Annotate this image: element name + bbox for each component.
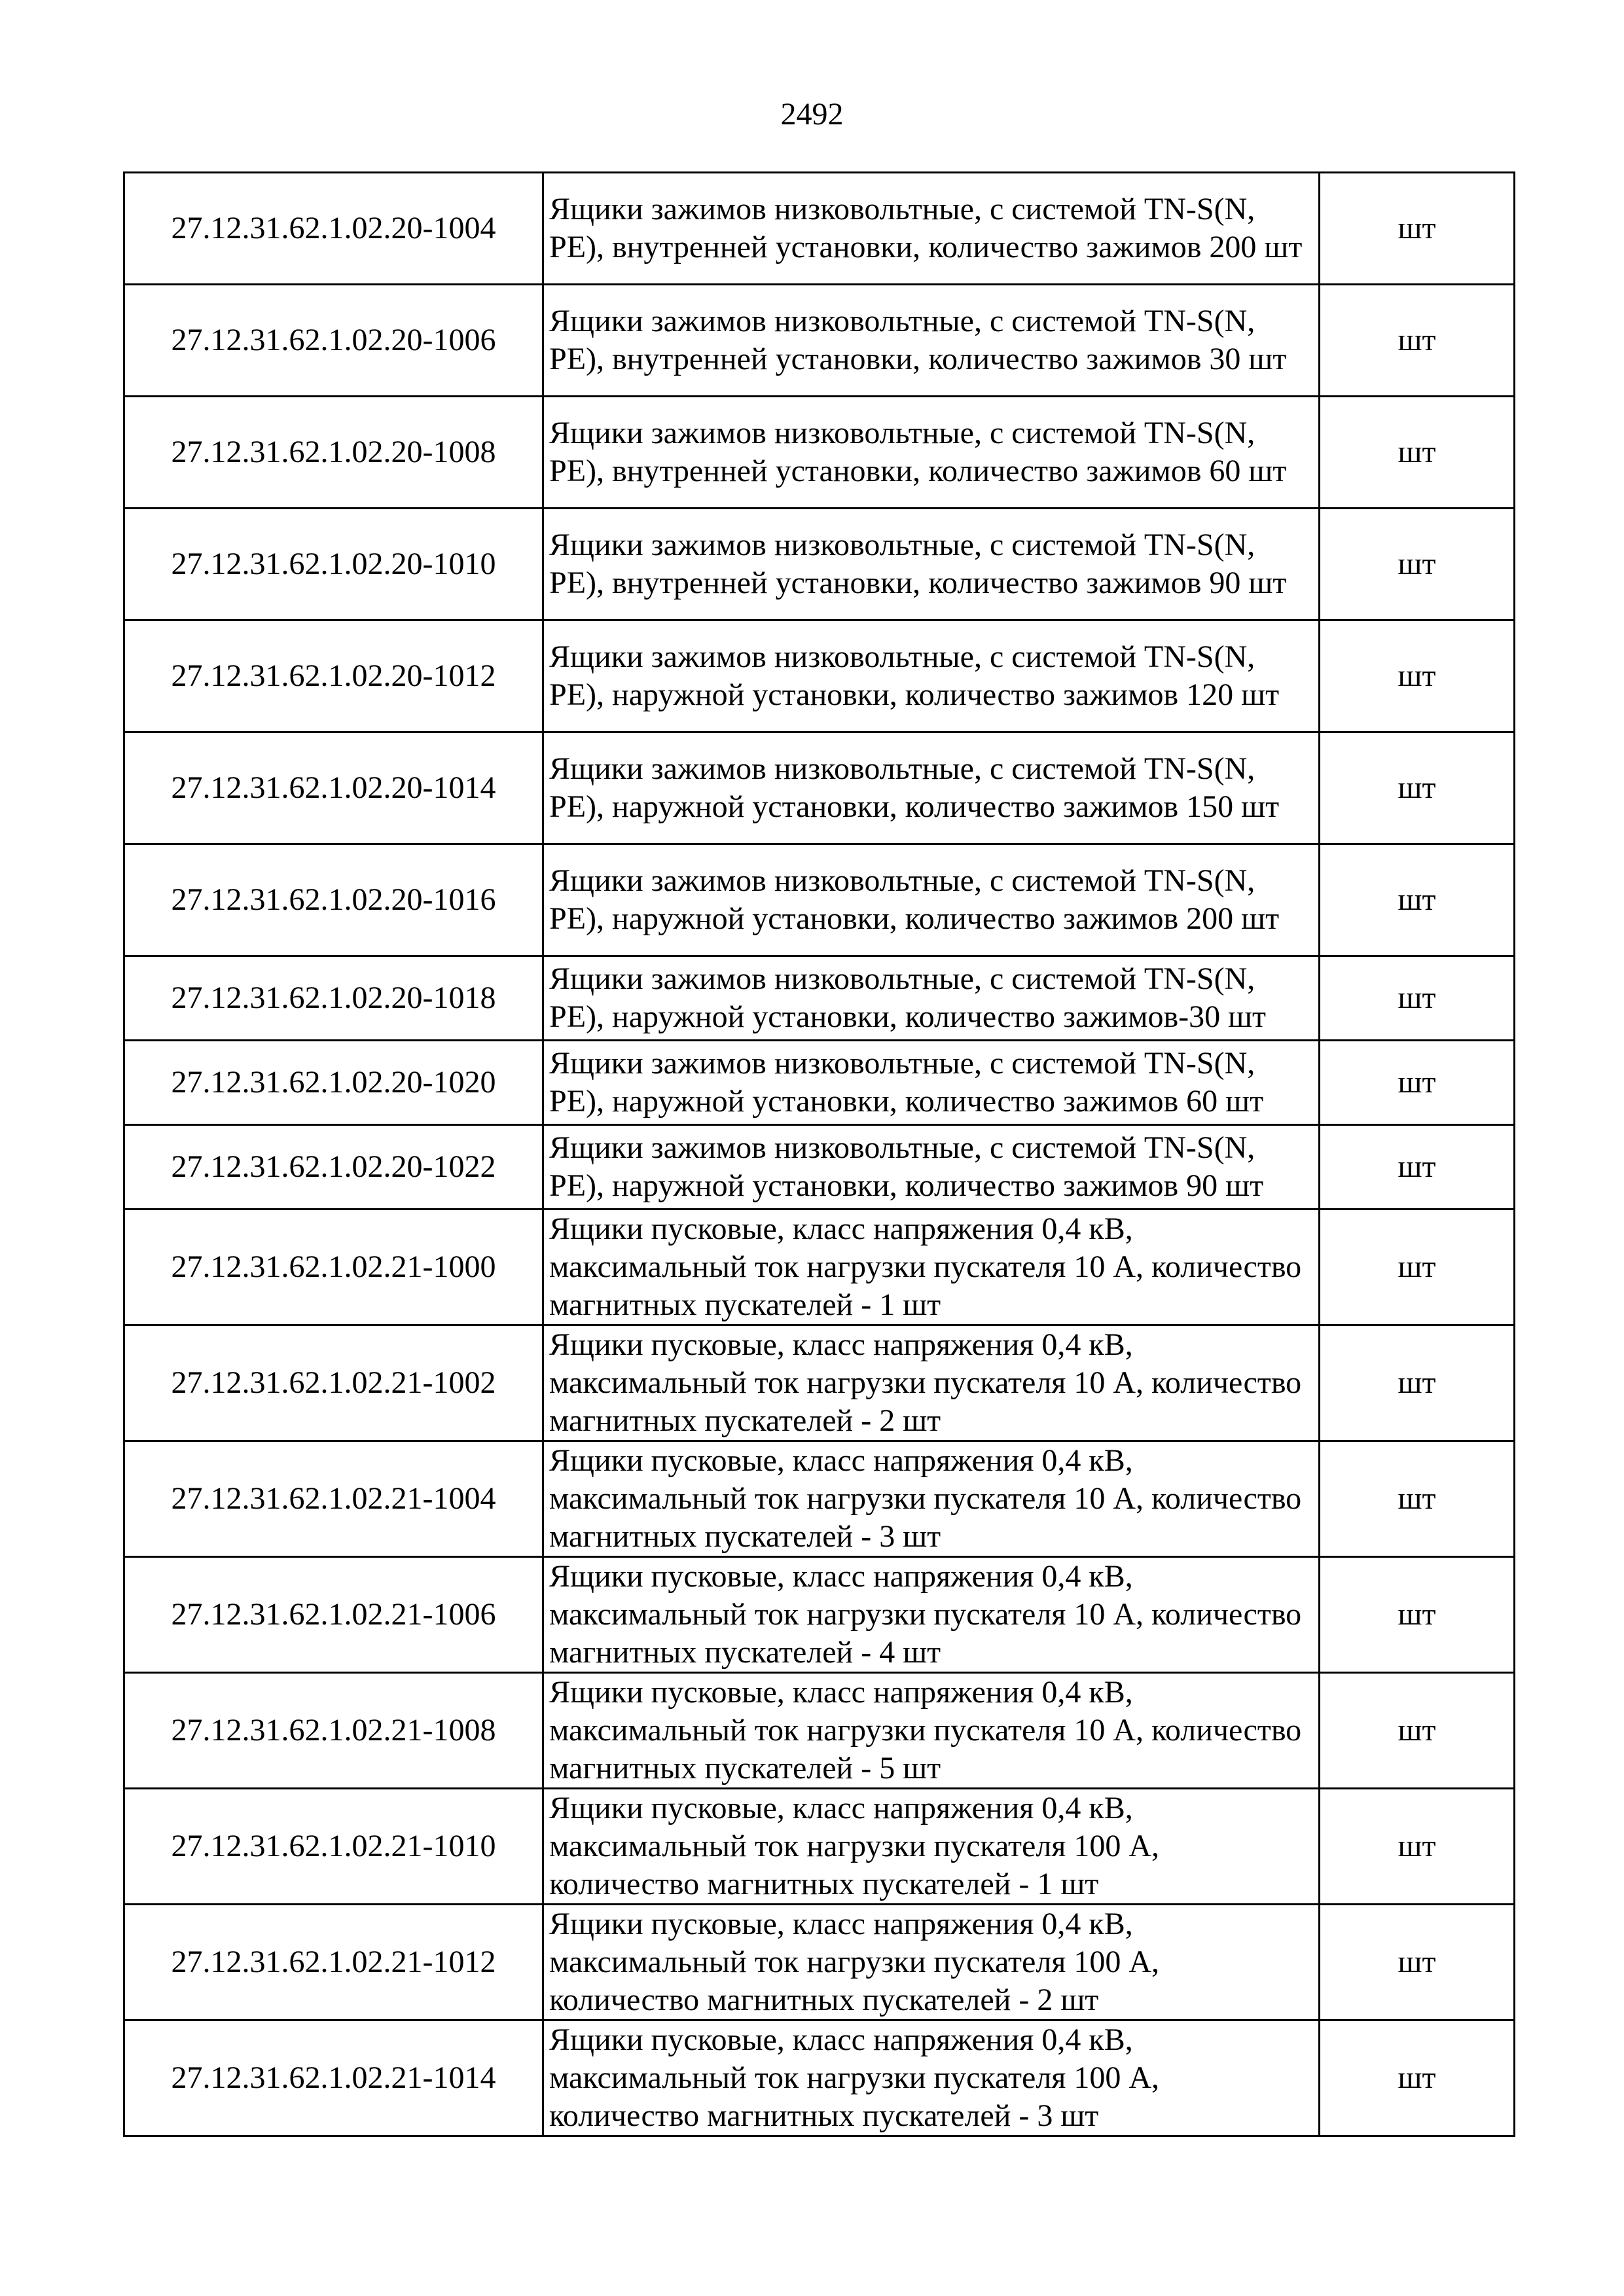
unit-of-measure: шт — [1320, 1441, 1515, 1557]
resource-description: Ящики пусковые, класс напряжения 0,4 кВ, максимальный ток нагрузки пускателя 10 А, количество магнитных пускателей - 3 шт — [543, 1441, 1320, 1557]
unit-of-measure: шт — [1320, 1789, 1515, 1905]
table-row — [124, 1325, 1515, 1441]
resource-description: Ящики зажимов низковольтные, с системой TN-S(N, PE), внутренней установки, количество зажимов 30 шт — [543, 285, 1320, 397]
unit-of-measure: шт — [1320, 509, 1515, 620]
resource-description: Ящики пусковые, класс напряжения 0,4 кВ, максимальный ток нагрузки пускателя 100 А, количество магнитных пускателей - 3 шт — [543, 2020, 1320, 2136]
unit-of-measure: шт — [1320, 1557, 1515, 1673]
table-row — [124, 397, 1515, 509]
unit-of-measure: шт — [1320, 173, 1515, 285]
table-row — [124, 173, 1515, 285]
resource-description: Ящики зажимов низковольтные, с системой TN-S(N, PE), наружной установки, количество зажимов 120 шт — [543, 620, 1320, 732]
table-row — [124, 1905, 1515, 2020]
resource-code: 27.12.31.62.1.02.20-1008 — [124, 397, 543, 509]
resource-description: Ящики зажимов низковольтные, с системой TN-S(N, PE), наружной установки, количество зажимов 60 шт — [543, 1041, 1320, 1125]
resource-description: Ящики зажимов низковольтные, с системой TN-S(N, PE), наружной установки, количество зажимов 90 шт — [543, 1125, 1320, 1210]
resource-description: Ящики зажимов низковольтные, с системой TN-S(N, PE), наружной установки, количество зажимов 200 шт — [543, 844, 1320, 956]
unit-of-measure: шт — [1320, 1041, 1515, 1125]
resource-description: Ящики пусковые, класс напряжения 0,4 кВ, максимальный ток нагрузки пускателя 10 А, количество магнитных пускателей - 4 шт — [543, 1557, 1320, 1673]
table-row — [124, 285, 1515, 397]
table-row — [124, 1441, 1515, 1557]
unit-of-measure: шт — [1320, 620, 1515, 732]
resource-code: 27.12.31.62.1.02.21-1006 — [124, 1557, 543, 1673]
resource-description: Ящики зажимов низковольтные, с системой TN-S(N, PE), внутренней установки, количество зажимов 200 шт — [543, 173, 1320, 285]
resource-table — [123, 171, 1515, 2137]
resource-code: 27.12.31.62.1.02.20-1004 — [124, 173, 543, 285]
resource-description: Ящики пусковые, класс напряжения 0,4 кВ, максимальный ток нагрузки пускателя 10 А, количество магнитных пускателей - 5 шт — [543, 1673, 1320, 1789]
unit-of-measure: шт — [1320, 1325, 1515, 1441]
resource-code: 27.12.31.62.1.02.20-1020 — [124, 1041, 543, 1125]
table-row — [124, 1210, 1515, 1325]
resource-code: 27.12.31.62.1.02.21-1014 — [124, 2020, 543, 2136]
resource-description: Ящики зажимов низковольтные, с системой TN-S(N, PE), наружной установки, количество зажимов-30 шт — [543, 956, 1320, 1041]
table-row — [124, 956, 1515, 1041]
resource-code: 27.12.31.62.1.02.21-1008 — [124, 1673, 543, 1789]
unit-of-measure: шт — [1320, 1125, 1515, 1210]
table-row — [124, 1041, 1515, 1125]
unit-of-measure: шт — [1320, 732, 1515, 844]
unit-of-measure: шт — [1320, 1905, 1515, 2020]
table-row — [124, 1125, 1515, 1210]
resource-code: 27.12.31.62.1.02.21-1002 — [124, 1325, 543, 1441]
unit-of-measure: шт — [1320, 285, 1515, 397]
unit-of-measure: шт — [1320, 1210, 1515, 1325]
table-row — [124, 1789, 1515, 1905]
resource-code: 27.12.31.62.1.02.20-1014 — [124, 732, 543, 844]
resource-code: 27.12.31.62.1.02.21-1004 — [124, 1441, 543, 1557]
page-number: 2492 — [780, 97, 844, 132]
resource-description: Ящики зажимов низковольтные, с системой TN-S(N, PE), внутренней установки, количество зажимов 90 шт — [543, 509, 1320, 620]
resource-code: 27.12.31.62.1.02.20-1006 — [124, 285, 543, 397]
table-row — [124, 844, 1515, 956]
resource-code: 27.12.31.62.1.02.20-1018 — [124, 956, 543, 1041]
resource-code: 27.12.31.62.1.02.21-1000 — [124, 1210, 543, 1325]
table-row — [124, 620, 1515, 732]
resource-code: 27.12.31.62.1.02.20-1016 — [124, 844, 543, 956]
resource-description: Ящики пусковые, класс напряжения 0,4 кВ, максимальный ток нагрузки пускателя 100 А, количество магнитных пускателей - 2 шт — [543, 1905, 1320, 2020]
resource-description: Ящики пусковые, класс напряжения 0,4 кВ, максимальный ток нагрузки пускателя 10 А, количество магнитных пускателей - 2 шт — [543, 1325, 1320, 1441]
resource-description: Ящики пусковые, класс напряжения 0,4 кВ, максимальный ток нагрузки пускателя 10 А, количество магнитных пускателей - 1 шт — [543, 1210, 1320, 1325]
table-row — [124, 732, 1515, 844]
unit-of-measure: шт — [1320, 956, 1515, 1041]
resource-code: 27.12.31.62.1.02.20-1010 — [124, 509, 543, 620]
table-row — [124, 2020, 1515, 2136]
unit-of-measure: шт — [1320, 397, 1515, 509]
unit-of-measure: шт — [1320, 2020, 1515, 2136]
resource-code: 27.12.31.62.1.02.21-1010 — [124, 1789, 543, 1905]
resource-description: Ящики зажимов низковольтные, с системой TN-S(N, PE), внутренней установки, количество зажимов 60 шт — [543, 397, 1320, 509]
table-row — [124, 509, 1515, 620]
table-row — [124, 1673, 1515, 1789]
resource-code: 27.12.31.62.1.02.20-1022 — [124, 1125, 543, 1210]
resource-code: 27.12.31.62.1.02.21-1012 — [124, 1905, 543, 2020]
table-row — [124, 1557, 1515, 1673]
unit-of-measure: шт — [1320, 844, 1515, 956]
resource-description: Ящики пусковые, класс напряжения 0,4 кВ, максимальный ток нагрузки пускателя 100 А, количество магнитных пускателей - 1 шт — [543, 1789, 1320, 1905]
resource-description: Ящики зажимов низковольтные, с системой TN-S(N, PE), наружной установки, количество зажимов 150 шт — [543, 732, 1320, 844]
unit-of-measure: шт — [1320, 1673, 1515, 1789]
resource-code: 27.12.31.62.1.02.20-1012 — [124, 620, 543, 732]
